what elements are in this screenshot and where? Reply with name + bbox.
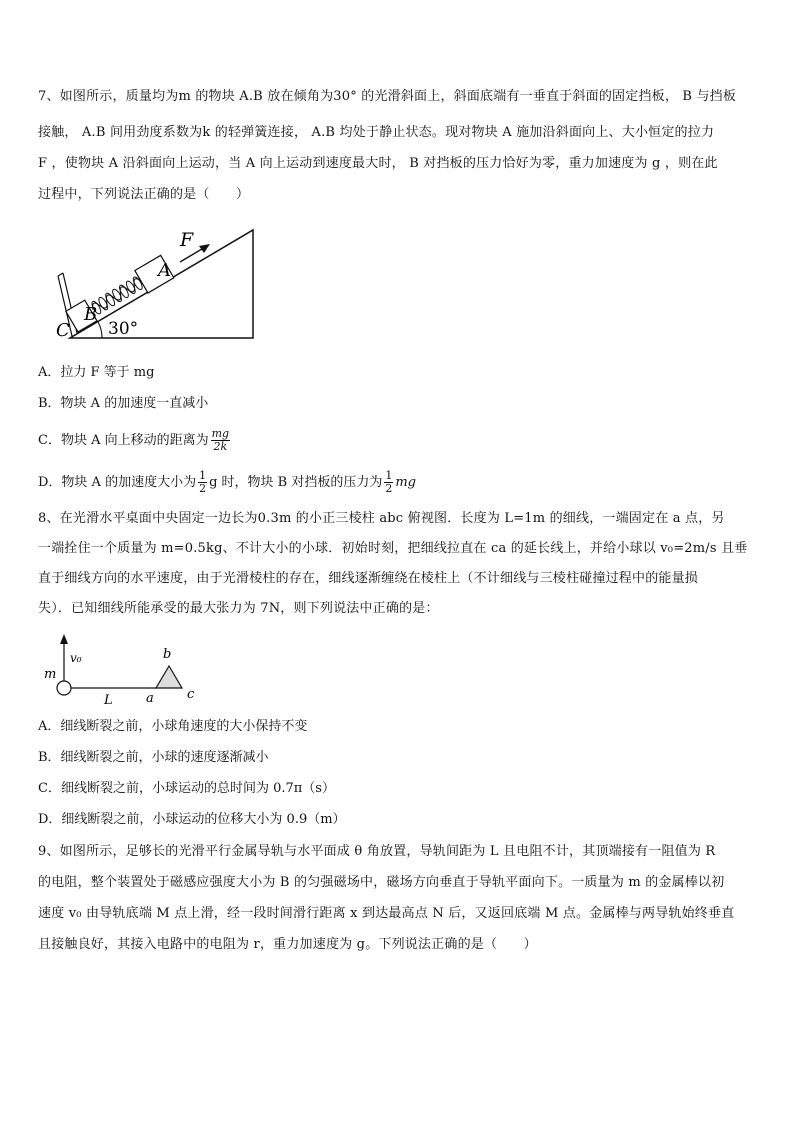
q8-option-d: D．细线断裂之前，小球运动的位移大小为 0.9（m） <box>38 812 346 827</box>
label-v0: v₀ <box>70 651 82 665</box>
q8-option-b: B．细线断裂之前，小球的速度逐渐减小 <box>38 750 269 765</box>
q7-option-b: B．物块 A 的加速度一直减小 <box>38 396 209 411</box>
q7-incline-figure <box>50 222 265 342</box>
label-angle: 30° <box>108 319 139 339</box>
q9-line-2: 的电阻，整个装置处于磁感应强度大小为 B 的匀强磁场中，磁场方向垂直于导轨平面向下。一质量为 m 的金属棒以初 <box>38 875 725 890</box>
q9-line-4: 且接触良好，其接入电路中的电阻为 r，重力加速度为 g。下列说法正确的是（ ） <box>38 937 537 952</box>
q8-option-c: C．细线断裂之前，小球运动的总时间为 0.7π（s） <box>38 781 335 796</box>
q9-line-1: 9、如图所示，足够长的光滑平行金属导轨与水平面成 θ 角放置，导轨间距为 L 且电阻不计，其顶端接有一阻值为 R <box>38 844 716 859</box>
q7-option-c <box>38 428 232 453</box>
q7-option-c-text: C．物块 A 向上移动的距离为 <box>38 433 209 448</box>
force-arrowhead <box>199 244 210 253</box>
label-m: m <box>44 667 57 682</box>
ball <box>57 681 71 695</box>
q9-line-3: 速度 v₀ 由导轨底端 M 点上滑，经一段时间滑行距离 x 到达最高点 N 后，又返回底端 M 点。金属棒与两导轨始终垂直 <box>38 906 735 921</box>
q7-line-3: F ，使物块 A 沿斜面向上运动，当 A 向上运动到速度最大时， B 对挡板的压力恰好为零，重力加速度为 g ，则在此 <box>38 156 718 171</box>
label-block-a: A <box>158 260 171 281</box>
q8-line-3: 直于细线方向的水平速度，由于光滑棱柱的存在，细线逐渐缠绕在棱柱上（不计细线与三棱柱碰撞过程中的能量损 <box>38 571 699 586</box>
q8-line-4: 失）．已知细线所能承受的最大张力为 7N，则下列说法中正确的是： <box>38 601 439 616</box>
q8-option-a: A．细线断裂之前，小球角速度的大小保持不变 <box>38 719 308 734</box>
label-b: b <box>163 647 172 662</box>
label-c: c <box>187 687 195 702</box>
q7-option-a: A．拉力 F 等于 mg <box>38 365 155 380</box>
q7-option-c-fraction: $\frac{mg}{2k}$ <box>211 427 230 453</box>
velocity-arrowhead <box>60 634 68 644</box>
q7-option-d <box>38 470 416 495</box>
q8-line-1: 8、在光滑水平桌面中央固定一边长为0.3m 的小正三棱柱 abc 俯视图．长度为 L=1m 的细线，一端固定在 a 点，另 <box>38 511 725 526</box>
q8-prism-figure <box>40 632 210 712</box>
q7-line-4: 过程中，下列说法正确的是（ ） <box>38 187 250 202</box>
label-force: F <box>180 229 194 251</box>
q8-line-2: 一端拴住一个质量为 m=0.5kg、不计大小的小球．初始时刻，把细线拉直在 ca 的延长线上，并给小球以 v₀=2m/s 且垂 <box>38 541 748 556</box>
q7-line-1: 7、如图所示，质量均为m 的物块 A.B 放在倾角为30° 的光滑斜面上，斜面底端有一垂直于斜面的固定挡板， B 与挡板 <box>38 89 737 104</box>
q7-option-d-fraction-1: $\frac{1}{2}$ <box>199 469 207 495</box>
label-plate-c: C <box>56 320 70 341</box>
label-a: a <box>146 691 154 706</box>
angle-arc <box>98 322 102 338</box>
prism-triangle <box>156 666 182 688</box>
q7-option-d-text: D．物块 A 的加速度大小为 <box>38 475 197 490</box>
q7-line-2: 接触， A.B 间用劲度系数为k 的轻弹簧连接， A.B 均处于静止状态。现对物块 A 施加沿斜面向上、大小恒定的拉力 <box>38 125 715 140</box>
q7-option-d-fraction-2: $\frac{1}{2}$ <box>385 469 393 495</box>
label-l: L <box>104 693 113 708</box>
q7-option-d-end: mg <box>395 475 417 490</box>
q7-option-d-mid: g 时，物块 B 对挡板的压力为 <box>209 475 383 490</box>
label-block-b: B <box>84 304 98 325</box>
